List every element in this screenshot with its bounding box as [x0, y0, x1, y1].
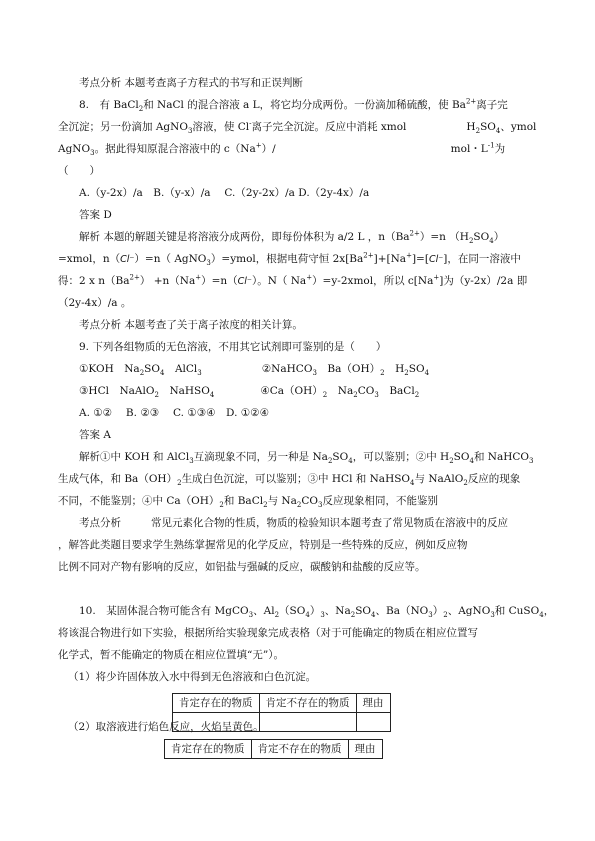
q10-line-3: 化学式，暂不能确定的物质在相应位置填“无”）。: [58, 649, 284, 661]
q9-answer: 答案 A: [79, 429, 111, 441]
header-reason: 理由: [348, 740, 382, 759]
q8-solution-line-4: （2y-4x）/a 。: [58, 297, 132, 309]
header-certain-absent: 肯定不存在的物质: [259, 694, 356, 713]
header-certain-present: 肯定存在的物质: [173, 694, 260, 713]
q8-solution-line-2: =xmol，n（Cl⁻）=n（ AgNO$_3$）=ymol，根据电荷守恒 $2x[Ba^{2+}]+[Na^+]=[Cl^-]$，在同一溶液中: [58, 251, 521, 268]
chloride-ion-symbol: Cl⁻: [428, 254, 444, 265]
q8-options: A.（y-2x）/a B.（y-x）/a C.（2y-2x）/a D.（2y-4x）/a: [79, 187, 370, 199]
analysis-q8: 考点分析 本题考查了关于离子浓度的相关计算。: [79, 319, 303, 331]
q9-solution-line-2: 生成气体，和 $Ba(OH)_2$生成白色沉淀，可以鉴别；③中 HCl 和 NaHSO$_4$与 NaAlO$_2$反应的现象: [58, 473, 521, 488]
analysis-q7: 考点分析 本题考查离子方程式的书写和正误判断: [79, 77, 303, 89]
table-header-row: [165, 740, 383, 759]
q10-step-2-wrap: [58, 716, 540, 738]
q8-line-1: 8. 有 BaCl$_2$和 NaCl 的混合溶液 a L，将它均分成两份。一份滴加稀硫酸，使 $Ba^{2+}$离子完: [79, 97, 508, 114]
chloride-ion-symbol: Cl⁻: [237, 276, 252, 287]
q10-line-1: 10. 某固体混合物可能含有 MgCO$_3$、$Al_2(SO_4)_3$、$Na_2SO_4$、$Ba(NO_3)_2$、AgNO$_3$和 CuSO$_4$，: [79, 605, 555, 620]
q9-solution-line-3: 不同，不能鉴别；④中 $Ca(OH)_2$和 BaCl$_2$与 $Na_2CO_3$反应现象相同，不能鉴别: [58, 495, 438, 510]
q8-paren: （ ）: [58, 165, 100, 177]
q9-row-1: ①KOH $Na_2SO_4$ AlCl$_3$ ②NaHCO$_3$ $Ba(OH)_2$ $H_2SO_4$: [79, 363, 430, 378]
table-header-row: [173, 694, 391, 713]
analysis-q9-line-3: 比例不同对产物有影响的反应，如铝盐与强碱的反应，碳酸钠和盐酸的反应等。: [58, 561, 426, 573]
q9-stem: 9. 下列各组物质的无色溶液，不用其它试剂即可鉴别的是（ ）: [79, 341, 387, 353]
header-reason: 理由: [356, 694, 390, 713]
section-q8: [58, 72, 540, 336]
q10-step-1: （1）将少许固体放入水中得到无色溶液和白色沉淀。: [68, 671, 317, 683]
header-certain-absent: 肯定不存在的物质: [251, 740, 348, 759]
section-q10: [58, 600, 555, 688]
q10-step-2: （2）取溶液进行焰色反应，火焰呈黄色。: [68, 721, 264, 733]
q10-table-2: [164, 739, 383, 759]
q8-solution-line-3: 得：2 x $n(Ba^{2+}) +n(Na^+)=n(Cl^-)$。N（ Na+）=y-2xmol，所以 c[Na+]为（y-2x）/2a 即: [58, 273, 528, 287]
header-certain-present: 肯定存在的物质: [165, 740, 252, 759]
analysis-q9-line-2: ，解答此类题目要求学生熟练掌握常见的化学反应，特别是一些特殊的反应，例如反应物: [58, 539, 468, 551]
analysis-q9-line-1: 考点分析 常见元素化合物的性质，物质的检验知识本题考查了常见物质在溶液中的反应: [79, 517, 508, 529]
q10-line-2: 将该混合物进行如下实验，根据所给实验现象完成表格（对于可能确定的物质在相应位置写: [58, 627, 478, 639]
section-q9: [58, 336, 540, 578]
chloride-ion-symbol: Cl⁻: [120, 254, 135, 265]
q8-answer: 答案 D: [79, 209, 112, 221]
q9-solution-line-1: 解析①中 KOH 和 AlCl$_3$互滴现象不同，另一种是 $Na_2SO_4$，可以鉴别；②中 $H_2SO_4$和 NaHCO$_3$: [79, 451, 534, 466]
q8-line-3: AgNO$_3$。据此得知原混合溶液中的 c（Na+）/ mol・$L^{-1}$为: [58, 141, 506, 158]
q8-solution-line-1: 解析 本题的解题关键是将溶液分成两份，即每份体积为 a/2 L ，$n(Ba^{2+})=n$ $(H_2SO_4)$: [79, 229, 505, 246]
q8-line-2: 全沉淀；另一份滴加 AgNO$_3$溶液，使 Cl-离子完全沉淀。反应中消耗 xmol $H_2SO_4$、ymol: [58, 119, 537, 136]
q9-options: A. ①② B. ②③ C. ①③④ D. ①②④: [79, 407, 270, 419]
q9-row-2: ③HCl NaAlO$_2$ NaHSO$_4$ $④Ca(OH)_2$ $Na_2CO_3$ BaCl$_2$: [79, 385, 420, 400]
